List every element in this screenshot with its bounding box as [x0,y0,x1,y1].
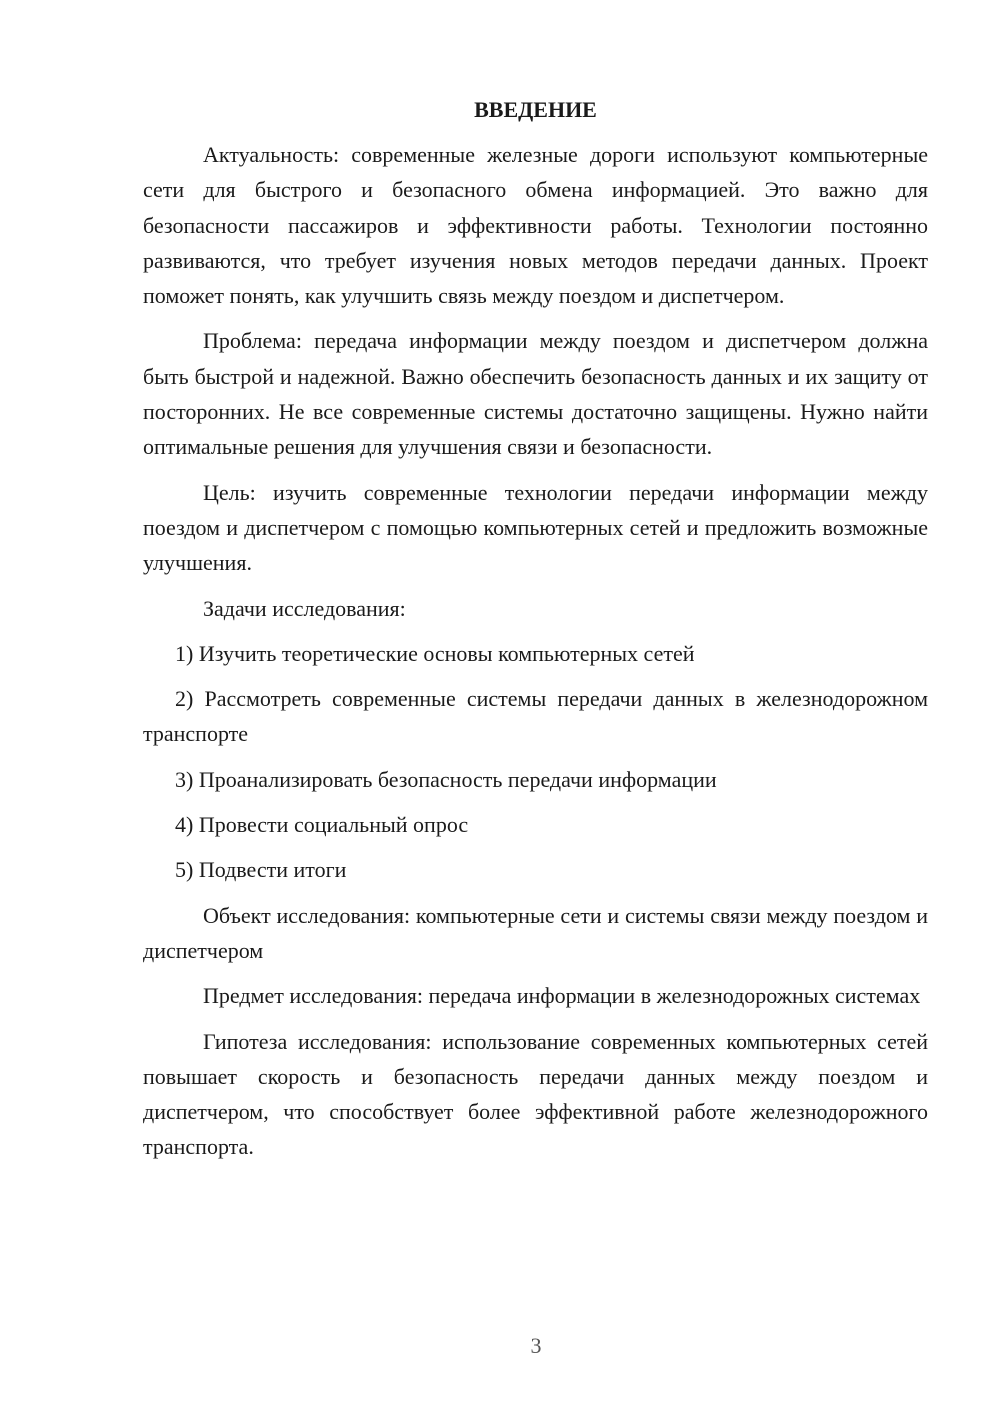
tasks-heading: Задачи исследования: [203,595,406,621]
list-item: 1) Изучить теоретические основы компьютерных сетей [175,640,695,666]
list-item: 3) Проанализировать безопасность передачи информации [175,766,717,792]
page-title: ВВЕДЕНИЕ [474,97,597,122]
list-item: 4) Провести социальный опрос [175,812,469,838]
tasks-list [143,636,928,888]
list-item: 2) Рассмотреть современные системы передачи данных в железнодорожном транспорте [143,686,928,747]
paragraph-subject: Предмет исследования: передача информации в железнодорожных системах [203,983,921,1009]
page-number: 3 [530,1333,542,1358]
paragraph-relevance: Актуальность: современные железные дороги используют компьютерные сети для быстрого и безопасного обмена информацией. Это важно для безопасности пассажиров и эффективности работы. Технологии постоянно развиваются, что требует изучения новых методов передачи данных. Проект поможет понять, как улучшить связь между поездом и диспетчером. [143,142,928,309]
paragraph-problem: Проблема: передача информации между поездом и диспетчером должна быть быстрой и надежной. Важно обеспечить безопасность данных и их защиту от посторонних. Не все современные системы достаточно защищены. Нужно найти оптимальные решения для улучшения связи и безопасности. [143,328,928,460]
list-item: 5) Подвести итоги [175,857,347,883]
paragraph-object: Объект исследования: компьютерные сети и системы связи между поездом и диспетчером [143,902,928,963]
paragraph-hypothesis: Гипотеза исследования: использование современных компьютерных сетей повышает скорость и безопасность передачи данных между поездом и диспетчером, что способствует более эффективной работе железнодорожного транспорта. [143,1028,928,1160]
document-page [143,92,928,1175]
paragraph-goal: Цель: изучить современные технологии передачи информации между поездом и диспетчером с помощью компьютерных сетей и предложить возможные улучшения. [143,479,928,576]
